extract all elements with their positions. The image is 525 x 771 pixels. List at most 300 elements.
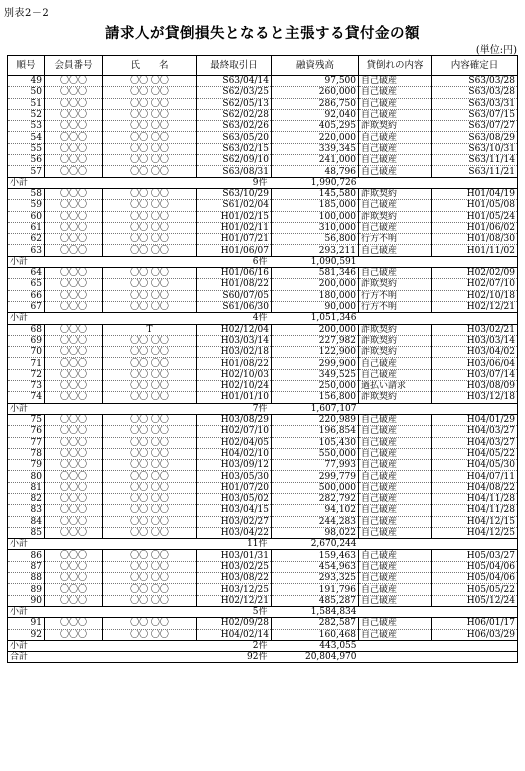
last-transaction-date: H02/09/28 xyxy=(197,618,272,629)
subtotal-row xyxy=(8,313,518,324)
last-transaction-date: H02/07/10 xyxy=(197,426,272,437)
last-transaction-date: H03/12/25 xyxy=(197,584,272,595)
loan-balance: 220,989 xyxy=(272,414,359,425)
row-number: 81 xyxy=(8,482,45,493)
loan-balance: 90,000 xyxy=(272,301,359,312)
header-last-date: 最終取引日 xyxy=(197,56,272,76)
loan-balance: 260,000 xyxy=(272,87,359,98)
confirmation-date: H05/04/06 xyxy=(432,561,518,572)
bad-debt-reason: 自己破産 xyxy=(359,629,432,640)
bad-debt-reason: 自己破産 xyxy=(359,493,432,504)
last-transaction-date: S63/02/15 xyxy=(197,143,272,154)
row-number: 67 xyxy=(8,301,45,312)
bad-debt-reason: 自己破産 xyxy=(359,437,432,448)
bad-debt-reason: 自己破産 xyxy=(359,516,432,527)
confirmation-date: H04/12/25 xyxy=(432,527,518,538)
row-number: 77 xyxy=(8,437,45,448)
table-row xyxy=(8,87,518,98)
last-transaction-date: H01/07/20 xyxy=(197,482,272,493)
subtotal-row xyxy=(8,539,518,550)
confirmation-date: H04/03/27 xyxy=(432,437,518,448)
table-row xyxy=(8,76,518,87)
subtotal-count: 7件 xyxy=(45,403,272,414)
bad-debt-reason: 自己破産 xyxy=(359,358,432,369)
subtotal-amount: 443,055 xyxy=(272,640,359,651)
member-number: 〇〇〇 xyxy=(45,448,103,459)
loan-balance: 454,963 xyxy=(272,561,359,572)
last-transaction-date: S63/02/26 xyxy=(197,121,272,132)
row-number: 83 xyxy=(8,505,45,516)
confirmation-date: H01/04/19 xyxy=(432,188,518,199)
confirmation-date: H02/10/18 xyxy=(432,290,518,301)
header-no: 順号 xyxy=(8,56,45,76)
table-row xyxy=(8,358,518,369)
bad-debt-reason: 自己破産 xyxy=(359,76,432,87)
header-amount: 融資残高 xyxy=(272,56,359,76)
last-transaction-date: H01/01/10 xyxy=(197,392,272,403)
last-transaction-date: S62/05/13 xyxy=(197,98,272,109)
member-name: 〇〇 〇〇 xyxy=(103,188,197,199)
subtotal-row xyxy=(8,606,518,617)
confirmation-date: H04/08/22 xyxy=(432,482,518,493)
table-row xyxy=(8,369,518,380)
confirmation-date: H04/11/28 xyxy=(432,505,518,516)
bad-debt-reason: 詐欺契約 xyxy=(359,347,432,358)
member-name: 〇〇 〇〇 xyxy=(103,211,197,222)
bad-debt-reason: 詐欺契約 xyxy=(359,121,432,132)
table-row xyxy=(8,561,518,572)
last-transaction-date: S63/04/14 xyxy=(197,76,272,87)
confirmation-date: H02/12/21 xyxy=(432,301,518,312)
loan-balance: 200,000 xyxy=(272,279,359,290)
member-name: 〇〇 〇〇 xyxy=(103,505,197,516)
subtotal-label: 小計 xyxy=(8,177,45,188)
bad-debt-reason: 自己破産 xyxy=(359,166,432,177)
member-name: 〇〇 〇〇 xyxy=(103,573,197,584)
loan-balance: 250,000 xyxy=(272,381,359,392)
grand-total-label: 合計 xyxy=(8,652,45,663)
subtotal-label: 小計 xyxy=(8,640,45,651)
table-row xyxy=(8,132,518,143)
confirmation-date: H05/03/27 xyxy=(432,550,518,561)
table-row xyxy=(8,381,518,392)
row-number: 78 xyxy=(8,448,45,459)
row-number: 80 xyxy=(8,471,45,482)
member-number: 〇〇〇 xyxy=(45,166,103,177)
subtotal-amount: 1,051,346 xyxy=(272,313,359,324)
subtotal-amount: 1,607,107 xyxy=(272,403,359,414)
row-number: 82 xyxy=(8,493,45,504)
loan-balance: 200,000 xyxy=(272,324,359,335)
subtotal-row xyxy=(8,256,518,267)
loan-balance: 48,796 xyxy=(272,166,359,177)
bad-debt-reason: 自己破産 xyxy=(359,460,432,471)
member-number: 〇〇〇 xyxy=(45,527,103,538)
last-transaction-date: H03/04/22 xyxy=(197,527,272,538)
confirmation-date: H03/04/02 xyxy=(432,347,518,358)
member-number: 〇〇〇 xyxy=(45,234,103,245)
table-row xyxy=(8,166,518,177)
blank-cell xyxy=(359,403,518,414)
member-number: 〇〇〇 xyxy=(45,392,103,403)
member-number: 〇〇〇 xyxy=(45,618,103,629)
member-number: 〇〇〇 xyxy=(45,324,103,335)
loan-balance: 56,800 xyxy=(272,234,359,245)
member-number: 〇〇〇 xyxy=(45,550,103,561)
row-number: 51 xyxy=(8,98,45,109)
subtotal-count: 6件 xyxy=(45,256,272,267)
loan-balance: 156,800 xyxy=(272,392,359,403)
table-row xyxy=(8,573,518,584)
member-number: 〇〇〇 xyxy=(45,98,103,109)
last-transaction-date: H03/02/27 xyxy=(197,516,272,527)
member-name: 〇〇 〇〇 xyxy=(103,155,197,166)
loan-balance: 159,463 xyxy=(272,550,359,561)
confirmation-date: H03/06/04 xyxy=(432,358,518,369)
table-row xyxy=(8,211,518,222)
member-name: 〇〇 〇〇 xyxy=(103,527,197,538)
last-transaction-date: S62/02/28 xyxy=(197,109,272,120)
member-name: 〇〇 〇〇 xyxy=(103,76,197,87)
confirmation-date: H05/05/22 xyxy=(432,584,518,595)
header-reason: 貸倒れの内容 xyxy=(359,56,432,76)
loan-balance: 94,102 xyxy=(272,505,359,516)
member-number: 〇〇〇 xyxy=(45,335,103,346)
confirmation-date: H05/12/24 xyxy=(432,595,518,606)
last-transaction-date: H02/10/24 xyxy=(197,381,272,392)
member-number: 〇〇〇 xyxy=(45,482,103,493)
member-number: 〇〇〇 xyxy=(45,584,103,595)
row-number: 92 xyxy=(8,629,45,640)
member-name: 〇〇 〇〇 xyxy=(103,301,197,312)
member-name: 〇〇 〇〇 xyxy=(103,132,197,143)
confirmation-date: H03/03/14 xyxy=(432,335,518,346)
member-number: 〇〇〇 xyxy=(45,132,103,143)
table-row xyxy=(8,234,518,245)
member-name: 〇〇 〇〇 xyxy=(103,121,197,132)
last-transaction-date: H03/03/14 xyxy=(197,335,272,346)
table-row xyxy=(8,448,518,459)
member-number: 〇〇〇 xyxy=(45,595,103,606)
table-row xyxy=(8,595,518,606)
last-transaction-date: S62/03/25 xyxy=(197,87,272,98)
last-transaction-date: S63/10/29 xyxy=(197,188,272,199)
member-name: 〇〇 〇〇 xyxy=(103,392,197,403)
member-number: 〇〇〇 xyxy=(45,200,103,211)
loan-balance: 145,580 xyxy=(272,188,359,199)
header-row xyxy=(8,56,518,76)
member-name: 〇〇 〇〇 xyxy=(103,493,197,504)
confirmation-date: S63/03/28 xyxy=(432,87,518,98)
table-row xyxy=(8,98,518,109)
last-transaction-date: H03/02/18 xyxy=(197,347,272,358)
confirmation-date: H04/07/11 xyxy=(432,471,518,482)
member-name: 〇〇 〇〇 xyxy=(103,629,197,640)
last-transaction-date: S63/08/31 xyxy=(197,166,272,177)
bad-debt-reason: 行方不明 xyxy=(359,290,432,301)
loan-balance: 77,993 xyxy=(272,460,359,471)
confirmation-date: S63/11/14 xyxy=(432,155,518,166)
loan-balance: 581,346 xyxy=(272,268,359,279)
last-transaction-date: H04/02/14 xyxy=(197,629,272,640)
confirmation-date: S63/07/15 xyxy=(432,109,518,120)
member-name: 〇〇 〇〇 xyxy=(103,369,197,380)
row-number: 64 xyxy=(8,268,45,279)
bad-debt-reason: 自己破産 xyxy=(359,155,432,166)
loan-balance: 160,468 xyxy=(272,629,359,640)
member-name: 〇〇 〇〇 xyxy=(103,595,197,606)
bad-debt-reason: 自己破産 xyxy=(359,369,432,380)
last-transaction-date: H03/04/15 xyxy=(197,505,272,516)
member-number: 〇〇〇 xyxy=(45,87,103,98)
member-name: 〇〇 〇〇 xyxy=(103,166,197,177)
subtotal-row xyxy=(8,177,518,188)
bad-debt-reason: 詐欺契約 xyxy=(359,279,432,290)
confirmation-date: H04/12/15 xyxy=(432,516,518,527)
loan-balance: 310,000 xyxy=(272,222,359,233)
confirmation-date: H04/05/30 xyxy=(432,460,518,471)
table-row xyxy=(8,629,518,640)
confirmation-date: H04/03/27 xyxy=(432,426,518,437)
loan-balance: 100,000 xyxy=(272,211,359,222)
subtotal-amount: 1,990,726 xyxy=(272,177,359,188)
loan-balance: 282,792 xyxy=(272,493,359,504)
member-number: 〇〇〇 xyxy=(45,369,103,380)
row-number: 76 xyxy=(8,426,45,437)
table-row xyxy=(8,493,518,504)
row-number: 69 xyxy=(8,335,45,346)
row-number: 55 xyxy=(8,143,45,154)
loan-balance: 92,040 xyxy=(272,109,359,120)
member-number: 〇〇〇 xyxy=(45,143,103,154)
member-number: 〇〇〇 xyxy=(45,460,103,471)
row-number: 73 xyxy=(8,381,45,392)
member-name: 〇〇 〇〇 xyxy=(103,516,197,527)
table-row xyxy=(8,392,518,403)
subtotal-label: 小計 xyxy=(8,403,45,414)
confirmation-date: H03/02/21 xyxy=(432,324,518,335)
member-number: 〇〇〇 xyxy=(45,268,103,279)
bad-debt-reason: 行方不明 xyxy=(359,234,432,245)
member-name: 〇〇 〇〇 xyxy=(103,347,197,358)
confirmation-date: H02/02/09 xyxy=(432,268,518,279)
member-name: 〇〇 〇〇 xyxy=(103,482,197,493)
last-transaction-date: H01/02/11 xyxy=(197,222,272,233)
table-row xyxy=(8,188,518,199)
confirmation-date: H06/01/17 xyxy=(432,618,518,629)
member-number: 〇〇〇 xyxy=(45,629,103,640)
table-row xyxy=(8,301,518,312)
table-row xyxy=(8,335,518,346)
bad-debt-reason: 自己破産 xyxy=(359,595,432,606)
member-name: 〇〇 〇〇 xyxy=(103,245,197,256)
confirmation-date: H01/11/02 xyxy=(432,245,518,256)
grand-total-amount: 20,804,970 xyxy=(272,652,359,663)
loan-table xyxy=(7,55,518,663)
row-number: 86 xyxy=(8,550,45,561)
table-row xyxy=(8,143,518,154)
bad-debt-reason: 過払い請求 xyxy=(359,381,432,392)
bad-debt-reason: 自己破産 xyxy=(359,245,432,256)
last-transaction-date: H04/02/10 xyxy=(197,448,272,459)
last-transaction-date: H03/08/22 xyxy=(197,573,272,584)
last-transaction-date: H03/08/29 xyxy=(197,414,272,425)
row-number: 79 xyxy=(8,460,45,471)
row-number: 59 xyxy=(8,200,45,211)
last-transaction-date: S62/09/10 xyxy=(197,155,272,166)
blank-cell xyxy=(359,640,518,651)
confirmation-date: S63/10/31 xyxy=(432,143,518,154)
member-name: 〇〇 〇〇 xyxy=(103,584,197,595)
bad-debt-reason: 自己破産 xyxy=(359,527,432,538)
subtotal-row xyxy=(8,640,518,651)
member-number: 〇〇〇 xyxy=(45,301,103,312)
header-fixed-date: 内容確定日 xyxy=(432,56,518,76)
blank-cell xyxy=(359,539,518,550)
last-transaction-date: H02/12/04 xyxy=(197,324,272,335)
member-name: 〇〇 〇〇 xyxy=(103,143,197,154)
row-number: 91 xyxy=(8,618,45,629)
loan-balance: 500,000 xyxy=(272,482,359,493)
row-number: 90 xyxy=(8,595,45,606)
member-name: 〇〇 〇〇 xyxy=(103,335,197,346)
blank-cell xyxy=(359,177,518,188)
bad-debt-reason: 自己破産 xyxy=(359,505,432,516)
row-number: 52 xyxy=(8,109,45,120)
row-number: 65 xyxy=(8,279,45,290)
bad-debt-reason: 自己破産 xyxy=(359,550,432,561)
confirmation-date: H01/06/02 xyxy=(432,222,518,233)
confirmation-date: S63/03/28 xyxy=(432,76,518,87)
loan-balance: 282,587 xyxy=(272,618,359,629)
last-transaction-date: S61/06/30 xyxy=(197,301,272,312)
member-name: 〇〇 〇〇 xyxy=(103,358,197,369)
member-name: 〇〇 〇〇 xyxy=(103,471,197,482)
subtotal-label: 小計 xyxy=(8,606,45,617)
loan-balance: 485,287 xyxy=(272,595,359,606)
member-name: 〇〇 〇〇 xyxy=(103,618,197,629)
member-name: 〇〇 〇〇 xyxy=(103,279,197,290)
bad-debt-reason: 自己破産 xyxy=(359,132,432,143)
table-row xyxy=(8,482,518,493)
blank-cell xyxy=(359,256,518,267)
member-number: 〇〇〇 xyxy=(45,347,103,358)
row-number: 87 xyxy=(8,561,45,572)
subtotal-label: 小計 xyxy=(8,539,45,550)
bad-debt-reason: 自己破産 xyxy=(359,584,432,595)
member-name: 〇〇 〇〇 xyxy=(103,222,197,233)
table-row xyxy=(8,155,518,166)
bad-debt-reason: 自己破産 xyxy=(359,222,432,233)
subtotal-amount: 1,584,834 xyxy=(272,606,359,617)
loan-balance: 105,430 xyxy=(272,437,359,448)
subtotal-count: 9件 xyxy=(45,177,272,188)
table-row xyxy=(8,426,518,437)
member-number: 〇〇〇 xyxy=(45,358,103,369)
confirmation-date: H03/07/14 xyxy=(432,369,518,380)
member-number: 〇〇〇 xyxy=(45,245,103,256)
row-number: 61 xyxy=(8,222,45,233)
row-number: 75 xyxy=(8,414,45,425)
bad-debt-reason: 自己破産 xyxy=(359,471,432,482)
bad-debt-reason: 自己破産 xyxy=(359,482,432,493)
last-transaction-date: H02/10/03 xyxy=(197,369,272,380)
member-number: 〇〇〇 xyxy=(45,471,103,482)
confirmation-date: S63/03/31 xyxy=(432,98,518,109)
last-transaction-date: H03/05/30 xyxy=(197,471,272,482)
bad-debt-reason: 自己破産 xyxy=(359,87,432,98)
bad-debt-reason: 行方不明 xyxy=(359,301,432,312)
row-number: 56 xyxy=(8,155,45,166)
member-number: 〇〇〇 xyxy=(45,211,103,222)
member-name: 〇〇 〇〇 xyxy=(103,290,197,301)
row-number: 62 xyxy=(8,234,45,245)
last-transaction-date: H03/09/12 xyxy=(197,460,272,471)
table-row xyxy=(8,550,518,561)
loan-balance: 405,295 xyxy=(272,121,359,132)
last-transaction-date: H01/02/15 xyxy=(197,211,272,222)
member-name: 〇〇 〇〇 xyxy=(103,550,197,561)
row-number: 68 xyxy=(8,324,45,335)
bad-debt-reason: 詐欺契約 xyxy=(359,335,432,346)
loan-balance: 299,779 xyxy=(272,471,359,482)
row-number: 71 xyxy=(8,358,45,369)
member-name: 〇〇 〇〇 xyxy=(103,268,197,279)
member-number: 〇〇〇 xyxy=(45,573,103,584)
loan-balance: 196,854 xyxy=(272,426,359,437)
member-number: 〇〇〇 xyxy=(45,121,103,132)
table-row xyxy=(8,584,518,595)
table-row xyxy=(8,268,518,279)
member-name: 〇〇 〇〇 xyxy=(103,460,197,471)
last-transaction-date: H02/04/05 xyxy=(197,437,272,448)
unit-note: (単位:円) xyxy=(475,45,517,56)
row-number: 57 xyxy=(8,166,45,177)
confirmation-date: H04/11/28 xyxy=(432,493,518,504)
bad-debt-reason: 自己破産 xyxy=(359,618,432,629)
last-transaction-date: H01/07/21 xyxy=(197,234,272,245)
row-number: 49 xyxy=(8,76,45,87)
header-name: 氏 名 xyxy=(103,56,197,76)
row-number: 50 xyxy=(8,87,45,98)
loan-balance: 97,500 xyxy=(272,76,359,87)
confirmation-date: S63/08/29 xyxy=(432,132,518,143)
loan-balance: 191,796 xyxy=(272,584,359,595)
last-transaction-date: H01/06/16 xyxy=(197,268,272,279)
bad-debt-reason: 自己破産 xyxy=(359,143,432,154)
table-row xyxy=(8,527,518,538)
member-name: 〇〇 〇〇 xyxy=(103,200,197,211)
subtotal-label: 小計 xyxy=(8,256,45,267)
last-transaction-date: H01/08/22 xyxy=(197,279,272,290)
member-name: 〇〇 〇〇 xyxy=(103,98,197,109)
member-number: 〇〇〇 xyxy=(45,222,103,233)
member-number: 〇〇〇 xyxy=(45,437,103,448)
table-row xyxy=(8,471,518,482)
loan-balance: 180,000 xyxy=(272,290,359,301)
bad-debt-reason: 自己破産 xyxy=(359,98,432,109)
last-transaction-date: H03/02/25 xyxy=(197,561,272,572)
table-row xyxy=(8,460,518,471)
loan-balance: 286,750 xyxy=(272,98,359,109)
table-row xyxy=(8,437,518,448)
bad-debt-reason: 自己破産 xyxy=(359,426,432,437)
member-name: 〇〇 〇〇 xyxy=(103,448,197,459)
loan-balance: 98,022 xyxy=(272,527,359,538)
document-label: 別表2－2 xyxy=(4,8,50,19)
member-number: 〇〇〇 xyxy=(45,279,103,290)
row-number: 54 xyxy=(8,132,45,143)
